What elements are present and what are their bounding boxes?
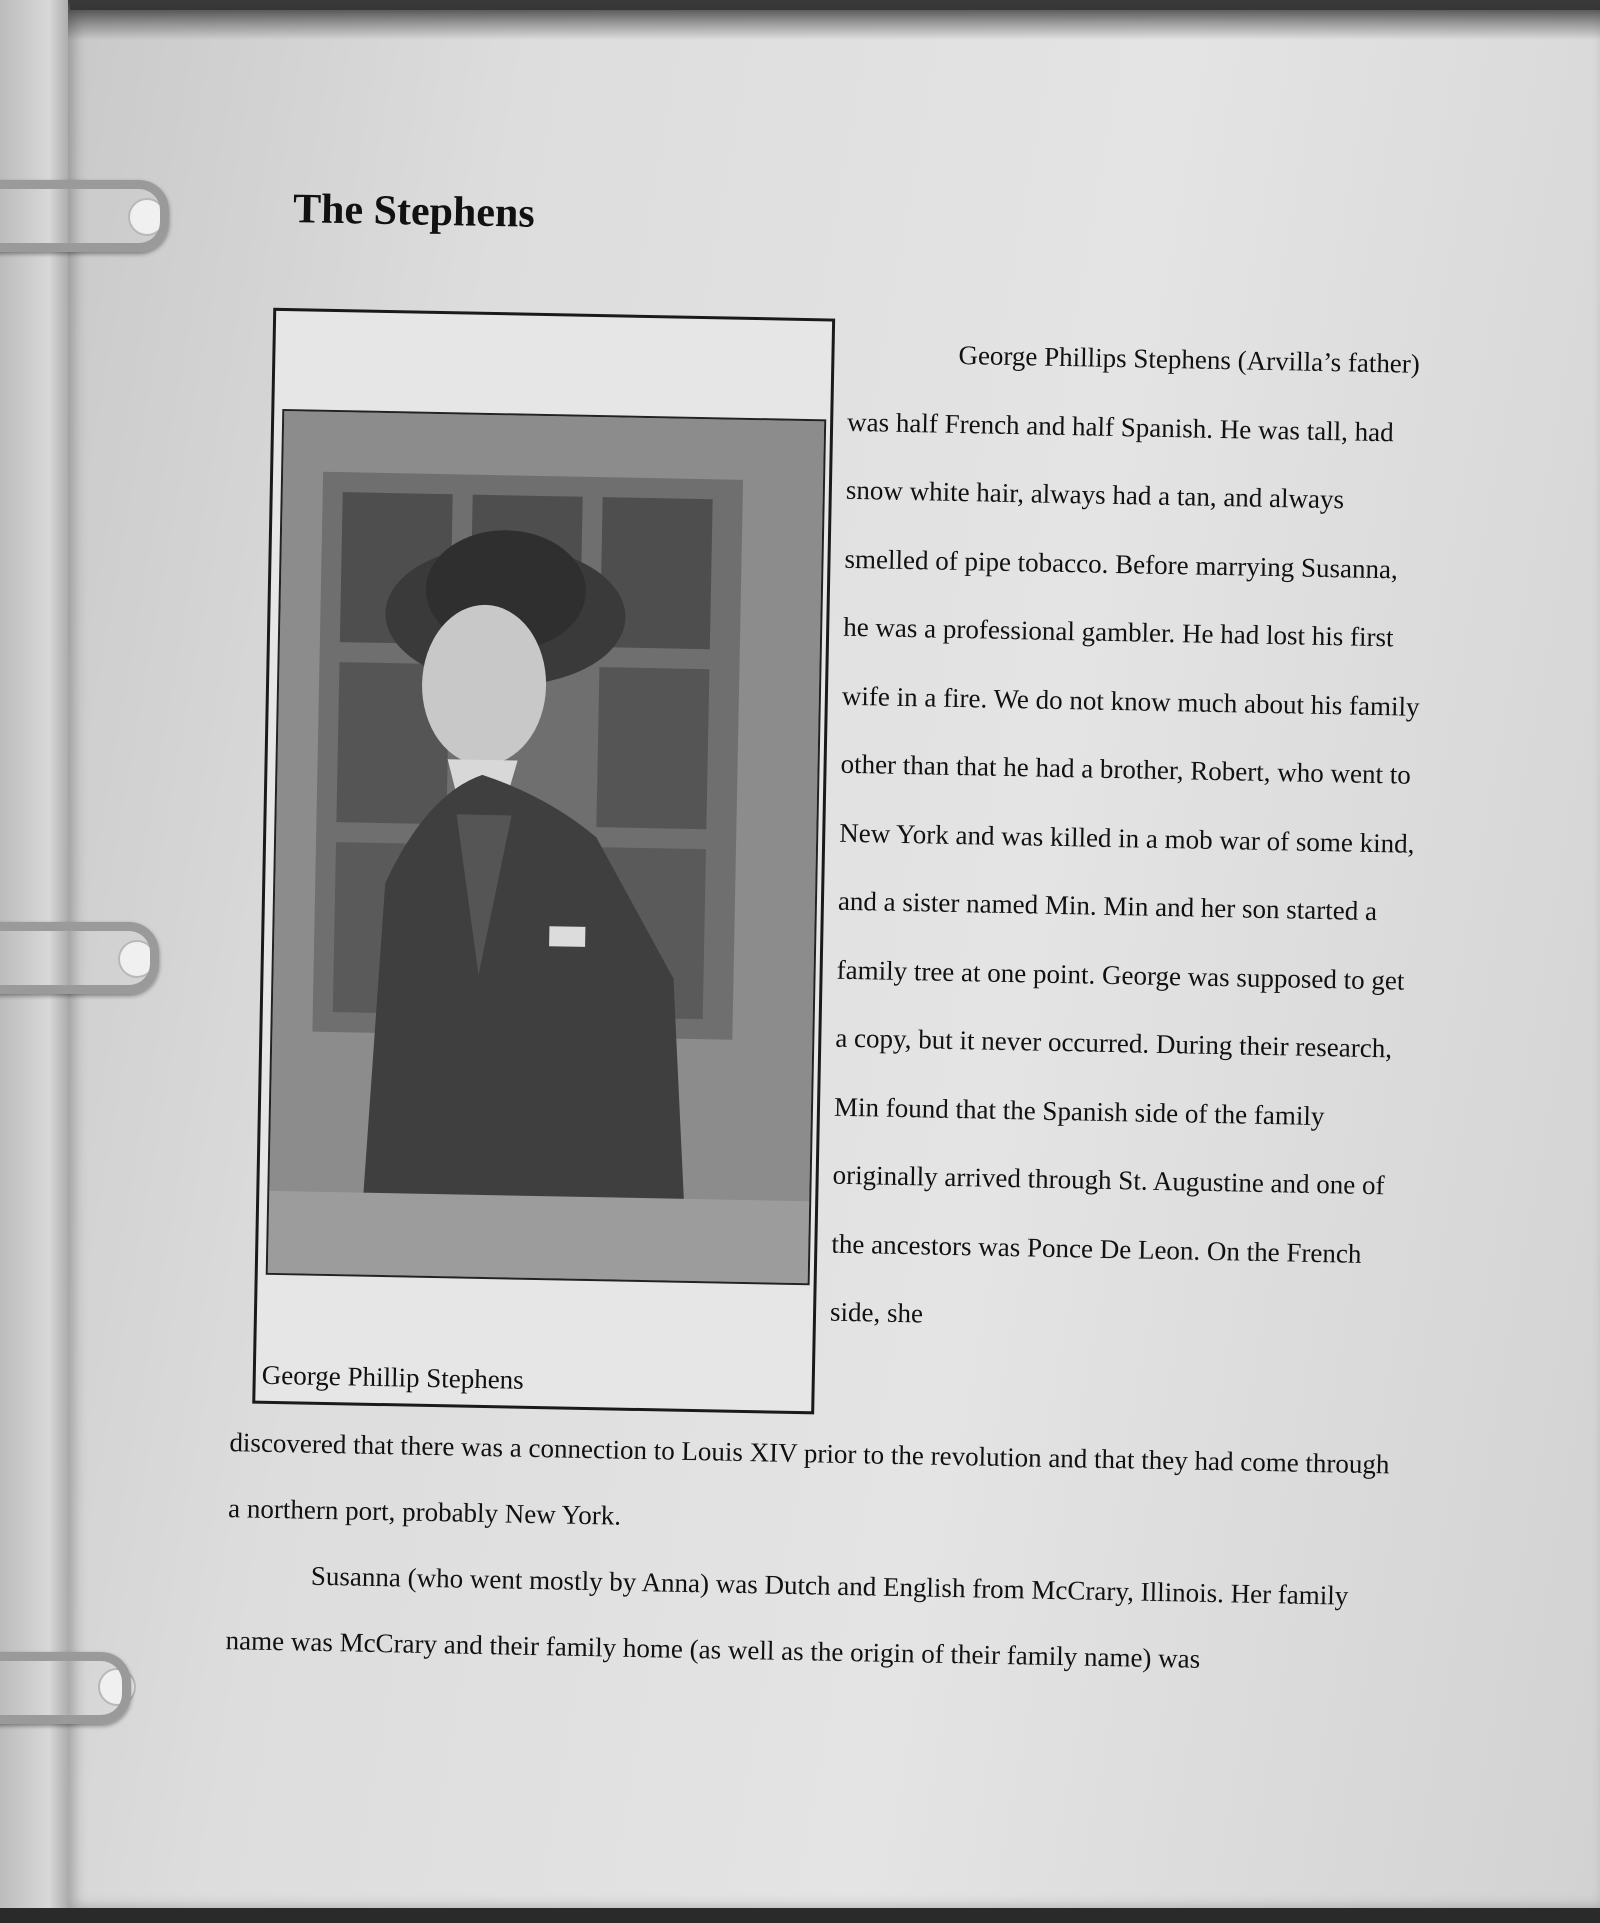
- page-title: The Stephens: [292, 186, 536, 237]
- portrait-photo: [266, 409, 827, 1285]
- photo-frame: [252, 308, 835, 1415]
- photo-caption: George Phillip Stephens: [261, 1359, 525, 1395]
- body-text-full: [225, 1409, 1400, 1695]
- paragraph-susanna: Susanna (who went mostly by Anna) was Dutch and English from McCrary, Illinois. Her family name was McCrary and their family home (as well as the origin of their family name) was: [225, 1560, 1349, 1674]
- body-text-wrapped: [829, 319, 1429, 1357]
- paragraph-continuation: discovered that there was a connection to Louis XIV prior to the revolution and that they had come through a northern port, probably New York.: [227, 1427, 1390, 1531]
- portrait-illustration: [268, 411, 824, 1283]
- paragraph-george: George Phillips Stephens (Arvilla’s father) was half French and half Spanish. He was tall, had snow white hair, always had a tan, and always smelled of pipe tobacco. Before marrying Susanna, he was a professional gambler. He had lost his first wife in a fire. We do not know much about his family other than that he had a brother, Robert, who went to New York and was killed in a mob war of some kind, and a sister named Min. Min and her son started a family tree at one point. George was supposed to get a copy, but it never occurred. During their research, Min found that the Spanish side of the family originally arrived through St. Augustine and one of the ancestors was Ponce De Leon. On the French side, she: [829, 339, 1421, 1329]
